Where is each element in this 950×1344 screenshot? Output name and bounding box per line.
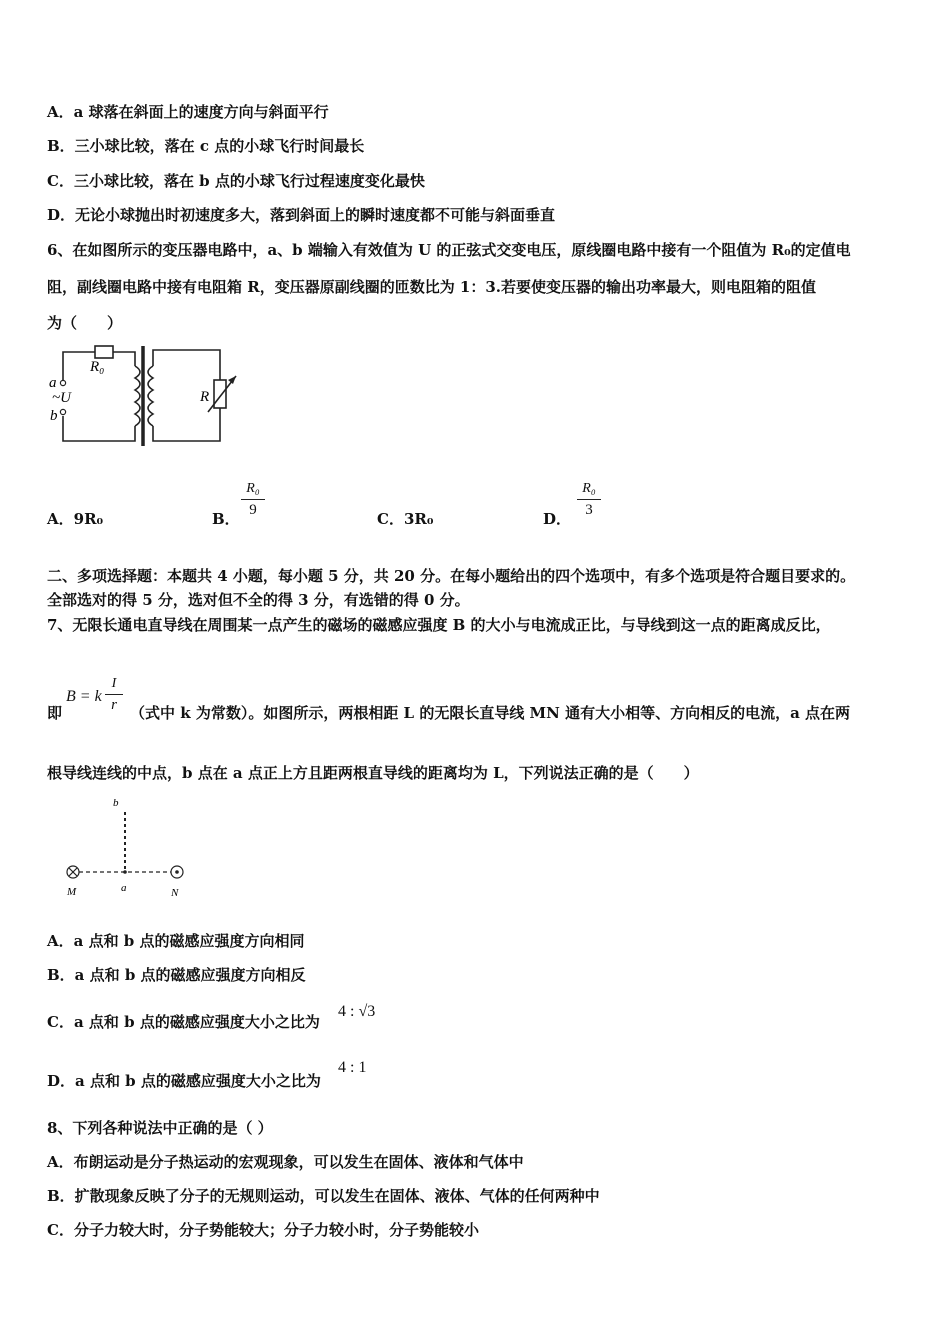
q6-option-d-fraction (574, 481, 604, 519)
q6-stem-line1: 6、在如图所示的变压器电路中，a、b 端输入有效值为 U 的正弦式交变电压，原线圈电路中接有一个阻值为 R₀的定值电 (47, 241, 851, 259)
terminal-a-label: a (49, 375, 57, 391)
wire-m-label: M (67, 886, 77, 898)
q7-formula-lhs: B = k (66, 688, 102, 705)
q6-option-b-prefix: B． (212, 510, 240, 528)
q7-option-a: A．a 点和 b 点的磁感应强度方向相同 (47, 932, 305, 950)
q7-option-d-ratio: 4 : 1 (338, 1059, 367, 1076)
q8-stem: 8、下列各种说法中正确的是（ ） (47, 1119, 273, 1137)
q6-option-b-fraction (238, 481, 268, 519)
q8-option-b: B．扩散现象反映了分子的无规则运动，可以发生在固体、液体、气体的任何两种中 (47, 1187, 600, 1205)
q7-option-c: C．a 点和 b 点的磁感应强度大小之比为 (47, 1013, 320, 1031)
q6-stem-line2: 阻，副线圈电路中接有电阻箱 R，变压器原副线圈的匝数比为 1：3.若要使变压器的输出功率最大，则电阻箱的阻值 (47, 278, 817, 296)
r0-label: R₀ (90, 359, 105, 375)
fraction-denominator: r (111, 697, 117, 713)
q7-option-d: D．a 点和 b 点的磁感应强度大小之比为 (47, 1072, 321, 1090)
q5-option-a: A．a 球落在斜面上的速度方向与斜面平行 (47, 103, 329, 121)
fraction-denominator: 9 (249, 502, 257, 518)
q6-stem-line3: 为（ ） (47, 314, 123, 332)
point-b-label: b (113, 797, 119, 809)
q6-option-d-prefix: D． (543, 510, 572, 528)
fraction-numerator: R₀ (582, 481, 596, 496)
q7-option-c-ratio: 4 : √3 (338, 1003, 376, 1020)
q7-formula-fraction (102, 676, 126, 714)
wire-m-into-page-icon (67, 866, 79, 878)
fraction-numerator: I (111, 676, 117, 691)
section2-line2: 全部选对的得 5 分，选对但不全的得 3 分，有选错的得 0 分。 (47, 591, 470, 609)
q8-option-c: C．分子力较大时，分子势能较大；分子力较小时，分子势能较小 (47, 1221, 479, 1239)
q5-option-c: C．三小球比较，落在 b 点的小球飞行过程速度变化最快 (47, 172, 425, 190)
q7-stem-line3: 根导线连线的中点，b 点在 a 点正上方且距两根直导线的距离均为 L，下列说法正确的是（ ） (47, 764, 699, 782)
wire-n-label: N (171, 887, 179, 899)
fraction-denominator: 3 (585, 502, 593, 518)
point-a-label: a (121, 882, 127, 894)
terminal-b-label: b (50, 408, 58, 424)
q7-option-b: B．a 点和 b 点的磁感应强度方向相反 (47, 966, 306, 984)
q8-option-a: A．布朗运动是分子热运动的宏观现象，可以发生在固体、液体和气体中 (47, 1153, 524, 1171)
q7-stem-line1: 7、无限长通电直导线在周围某一点产生的磁场的磁感应强度 B 的大小与电流成正比，与导线到这一点的距离成反比， (47, 616, 831, 634)
section2-line1: 二、多项选择题：本题共 4 小题，每小题 5 分，共 20 分。在每小题给出的四个选项中，有多个选项是符合题目要求的。 (47, 567, 856, 585)
transformer-circuit-diagram (40, 340, 260, 450)
voltage-label: ~U (52, 390, 71, 406)
q5-option-b: B．三小球比较，落在 c 点的小球飞行时间最长 (47, 137, 365, 155)
fraction-numerator: R₀ (246, 481, 260, 496)
q6-option-a: A．9R₀ (47, 510, 104, 528)
wires-diagram (55, 792, 205, 902)
q5-option-d: D．无论小球抛出时初速度多大，落到斜面上的瞬时速度都不可能与斜面垂直 (47, 206, 556, 224)
q6-option-c: C．3R₀ (377, 510, 434, 528)
q7-stem-line2: （式中 k 为常数）。如图所示，两根相距 L 的无限长直导线 MN 通有大小相等、方向相反的电流，a 点在两 (130, 704, 851, 722)
q7-stem-prefix: 即 (47, 704, 63, 722)
wire-n-out-of-page-icon (171, 866, 183, 878)
resistor-box-label: R (200, 389, 210, 405)
